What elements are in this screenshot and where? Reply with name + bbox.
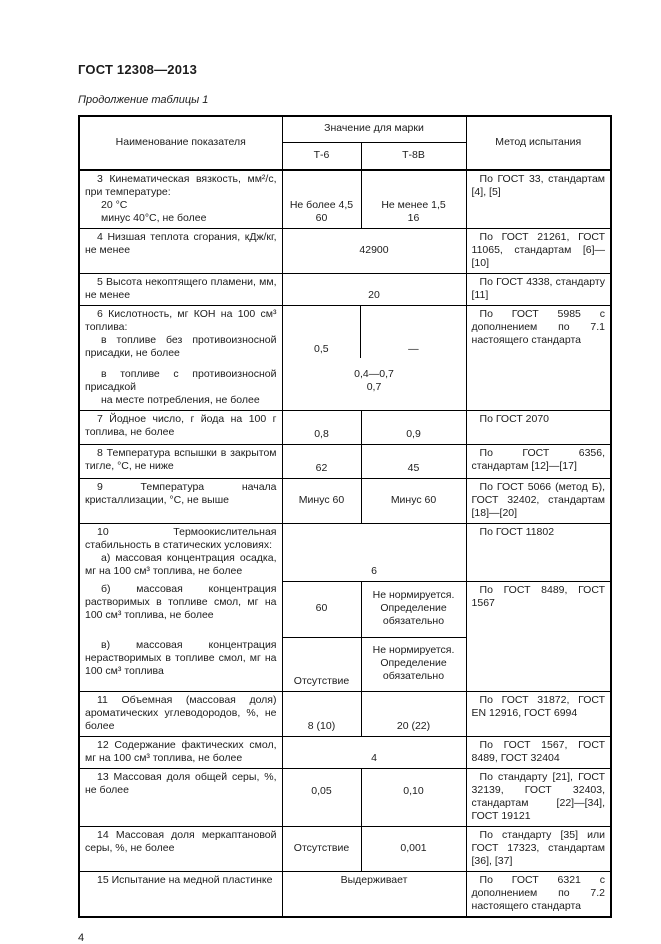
name-cell: 10 Термоокислительная стабильность в статических условиях: а) массовая концентрация осадка, мг на 100 см³ топлива, не более [79,524,282,582]
name-cell: 4 Низшая теплота сгорания, кДж/кг, не менее [79,229,282,274]
name-cell: 11 Объемная (массовая доля) ароматических углеводородов, %, не более [79,691,282,736]
row-11-aromatic-hydrocarbons [79,691,611,736]
row-7-iodine-number [79,411,611,445]
value-cell-t6: Минус 60 [282,479,361,524]
value-cell-t8v: 20 (22) [361,691,466,736]
row-9-crystallization-temp [79,479,611,524]
column-header-t6: Т-6 [282,142,361,170]
name-cell: в) массовая концентрация нерастворимых в топливе смол, мг на 100 см³ топлива [79,637,282,691]
value-cell-t6: 62 [282,445,361,479]
acidity-merged-values: 0,4—0,7 0,7 [354,368,394,393]
method-cell: По стандарту [21], ГОСТ 32139, ГОСТ 32403, стандартам [22]—[34], ГОСТ 19121 [466,768,611,826]
doc-code: ГОСТ 12308—2013 [78,62,197,77]
row-14-mercaptan-sulfur [79,826,611,871]
method-cell: По ГОСТ 6356, стандартам [12]—[17] [466,445,611,479]
value-cell-t8v: Не нормируется. Определение обязательно [361,637,466,691]
value-cell-t6: 60 [282,581,361,637]
value-t8v: — [408,343,419,355]
value-t6: 0,5 [283,306,362,358]
name-cell: 15 Испытание на медной пластинке [79,871,282,917]
value-cell-t6: 0,8 [282,411,361,445]
value-cell-t8v: Не нормируется. Определение обязательно [361,581,466,637]
method-cell: По ГОСТ 2070 [466,411,611,445]
name-cell: 5 Высота некоптящего пламени, мм, не менее [79,274,282,306]
name-cell: 6 Кислотность, мг КОН на 100 см³ топлива: в топливе без противоизносной присадки, не более в топливе с противоизносной присадкой на месте потребления, не более [79,306,282,411]
method-cell: По стандарту [35] или ГОСТ 17323, стандартам [36], [37] [466,826,611,871]
column-header-t8v: Т-8В [361,142,466,170]
row-10b-soluble-gums [79,581,611,637]
name-cell: 3 Кинематическая вязкость, мм²/с, при температуре: 20 °С минус 40°С, не более [79,170,282,229]
table-header-row-1 [79,116,611,142]
row-5-smoke-point [79,274,611,306]
name-cell: 9 Температура начала кристаллизации, °С, не выше [79,479,282,524]
row-8-flash-point [79,445,611,479]
column-header-value-group: Значение для марки [282,116,466,142]
name-cell: 12 Содержание фактических смол, мг на 100 см³ топлива, не более [79,736,282,768]
row-12-existent-gums [79,736,611,768]
value-cell-merged: 20 [282,274,466,306]
value-cell-t8v: Минус 60 [361,479,466,524]
value-cell-t8v: 0,10 [361,768,466,826]
name-cell: 7 Йодное число, г йода на 100 г топлива, не более [79,411,282,445]
value-cell-merged: 4 [282,736,466,768]
method-cell: По ГОСТ 21261, ГОСТ 11065, стандартам [6]—[10] [466,229,611,274]
value-cell-merged: 6 [282,524,466,582]
method-cell: По ГОСТ 5985 с дополнением по 7.1 настоящего стандарта [466,306,611,411]
name-cell: 13 Массовая доля общей серы, %, не более [79,768,282,826]
value-cell-acidity [282,306,466,411]
method-cell: По ГОСТ 1567, ГОСТ 8489, ГОСТ 32404 [466,736,611,768]
row-3-kinematic-viscosity [79,170,611,229]
value-cell-t6: Отсутствие [282,826,361,871]
value-cell-t6: 8 (10) [282,691,361,736]
column-header-name: Наименование показателя [79,116,282,170]
spec-table [78,115,612,918]
row-10a-thermal-oxidation-sediment [79,524,611,582]
row-6-acidity [79,306,611,411]
page-number: 4 [78,931,85,944]
method-cell: По ГОСТ 11802 [466,524,611,582]
value-cell-t8v: 0,9 [361,411,466,445]
method-cell: По ГОСТ 4338, стандарту [11] [466,274,611,306]
method-cell: По ГОСТ 31872, ГОСТ EN 12916, ГОСТ 6994 [466,691,611,736]
row-15-copper-strip-test [79,871,611,917]
method-cell: По ГОСТ 33, стандартам [4], [5] [466,170,611,229]
value-cell-t6: Отсутствие [282,637,361,691]
name-cell: 14 Массовая доля меркаптановой серы, %, не более [79,826,282,871]
value-cell-merged: 42900 [282,229,466,274]
value-cell-t8v: 0,001 [361,826,466,871]
name-cell: б) массовая концентрация растворимых в топливе смол, мг на 100 см³ топлива, не более [79,581,282,637]
value-cell-merged: Выдерживает [282,871,466,917]
table-caption: Продолжение таблицы 1 [78,94,209,106]
value-cell-t8v: Не менее 1,5 16 [361,170,466,229]
column-header-method: Метод испытания [466,116,611,170]
row-13-total-sulfur [79,768,611,826]
row-4-net-heat-of-combustion [79,229,611,274]
method-cell: По ГОСТ 6321 с дополнением по 7.2 настоящего стандарта [466,871,611,917]
method-cell: По ГОСТ 5066 (метод Б), ГОСТ 32402, стандартам [18]—[20] [466,479,611,524]
value-cell-t6: Не более 4,5 60 [282,170,361,229]
name-cell: 8 Температура вспышки в закрытом тигле, °С, не ниже [79,445,282,479]
value-cell-t6: 0,05 [282,768,361,826]
value-cell-t8v: 45 [361,445,466,479]
method-cell: По ГОСТ 8489, ГОСТ 1567 [466,581,611,691]
acidity-split-values [283,306,466,358]
